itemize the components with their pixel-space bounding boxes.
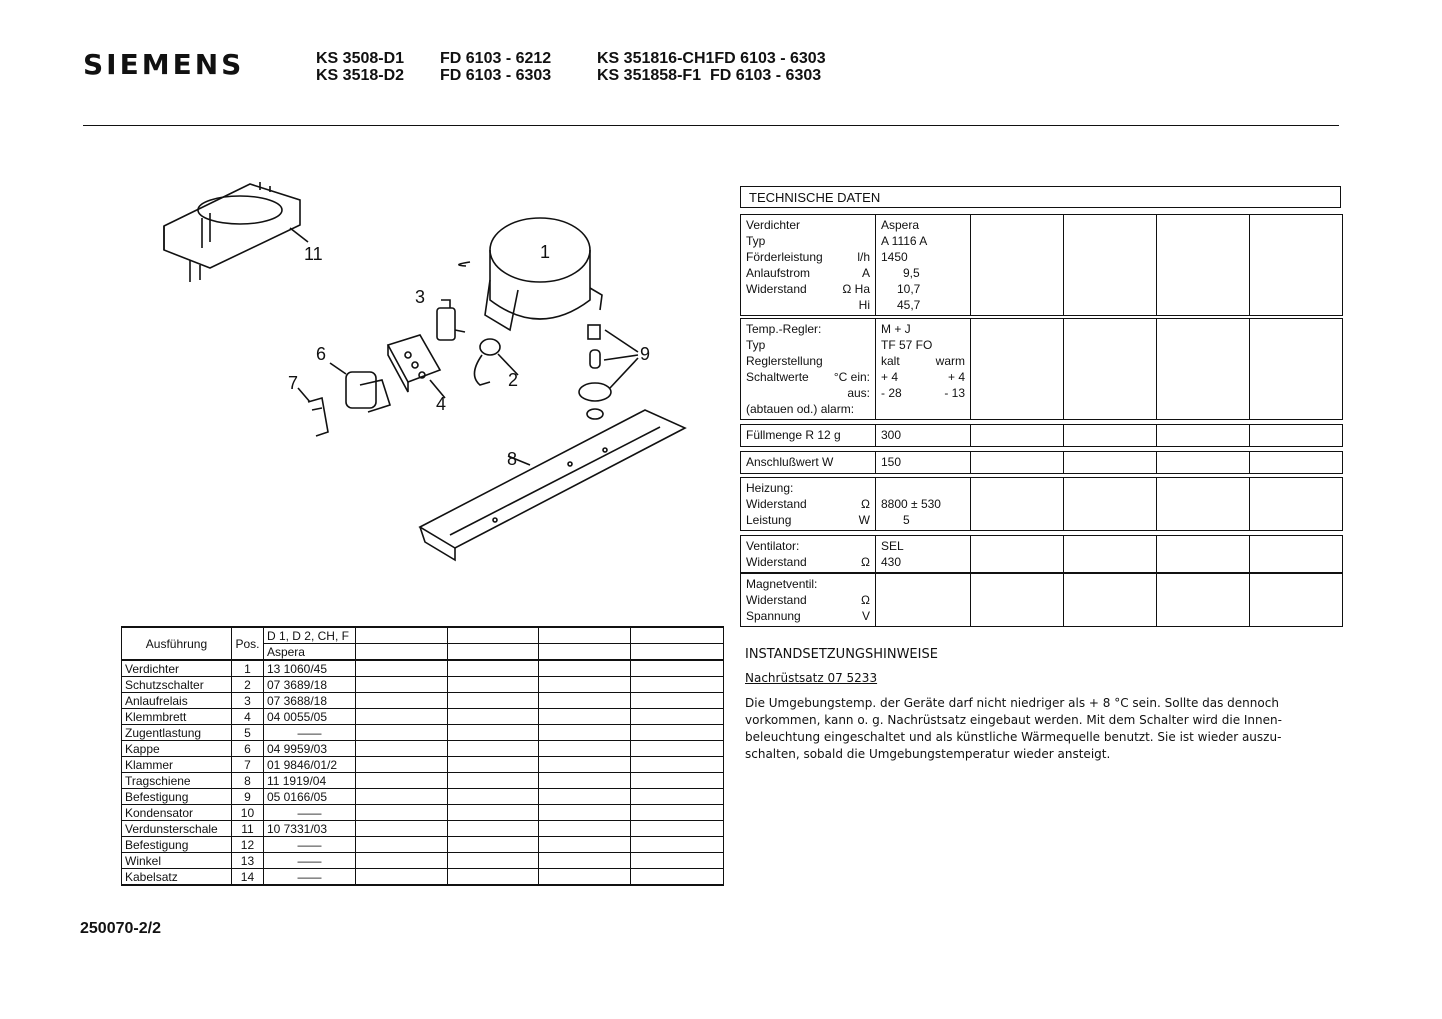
callout-7: 7	[288, 373, 299, 393]
callout-1: 1	[540, 242, 551, 262]
table-row: Verdunsterschale 11 10 7331/03	[122, 821, 724, 837]
callout-9: 9	[640, 344, 651, 364]
callout-2: 2	[508, 370, 519, 390]
part-compressor	[459, 218, 602, 330]
heizung-values: 8800 ± 530 5	[876, 478, 971, 531]
part-support-rail	[420, 410, 685, 560]
table-row: Kondensator 10 ——	[122, 805, 724, 821]
table-row: Befestigung 12 ——	[122, 837, 724, 853]
part-mounting	[579, 325, 638, 419]
table-row: Tragschiene 8 11 1919/04	[122, 773, 724, 789]
ventilator-labels: Ventilator: Widerstand Ω	[741, 536, 876, 573]
model-fd-1: FD 6103 - 6212	[440, 50, 552, 67]
part-terminal-board	[388, 335, 445, 398]
model-fd-2: FD 6103 - 6303	[440, 67, 552, 84]
header-rule	[83, 125, 1339, 126]
verdichter-values: Aspera A 1116 A 1450 9,5 10,7 45,7	[876, 215, 971, 316]
tech-block-fuellmenge: Füllmenge R 12 g 300	[740, 424, 1343, 447]
model-ks-1: KS 3508-D1	[316, 50, 405, 67]
table-row: Kappe 6 04 9959/03	[122, 741, 724, 757]
exploded-parts-diagram	[150, 170, 710, 580]
table-row: Winkel 13 ——	[122, 853, 724, 869]
table-row: Zugentlastung 5 ——	[122, 725, 724, 741]
parts-header-variant: D 1, D 2, CH, F	[263, 627, 355, 644]
table-row: Anlaufrelais 3 07 3688/18	[122, 693, 724, 709]
table-row: Kabelsatz 14 ——	[122, 869, 724, 886]
regler-labels: Temp.-Regler: Typ Reglerstellung Schaltwerte °C ein: aus: (abtauen od.) alarm:	[741, 319, 876, 420]
parts-header-maker: Aspera	[263, 644, 355, 661]
callout-3: 3	[415, 287, 426, 307]
parts-header-ausfuehrung: Ausführung	[122, 627, 232, 660]
retrofit-kit-number: Nachrüstsatz 07 5233	[745, 671, 878, 685]
callout-11: 11	[304, 244, 323, 264]
heizung-labels: Heizung: Widerstand Ω Leistung W	[741, 478, 876, 531]
tech-block-ventilator	[740, 535, 1343, 573]
instructions-heading: INSTANDSETZUNGSHINWEISE	[745, 647, 938, 662]
table-row: Klemmbrett 4 04 0055/05	[122, 709, 724, 725]
tech-block-anschluss: Anschlußwert W 150	[740, 451, 1343, 474]
table-row: Schutzschalter 2 07 3689/18	[122, 677, 724, 693]
table-row: Verdichter 1 13 1060/45	[122, 660, 724, 677]
brand-logo: SIEMENS	[83, 48, 245, 81]
part-clamp	[298, 388, 328, 436]
ventilator-values: SEL 430	[876, 536, 971, 573]
tech-block-regler	[740, 318, 1343, 420]
parts-table	[121, 626, 724, 886]
table-row: Klammer 7 01 9846/01/2	[122, 757, 724, 773]
regler-values: M + J TF 57 FO kalt warm + 4 + 4 - 28 - 13	[876, 319, 971, 420]
callout-6: 6	[316, 344, 327, 364]
verdichter-labels: Verdichter Typ Förderleistung l/h Anlaufstrom A Widerstand Ω Ha Hi	[741, 215, 876, 316]
part-cap	[330, 363, 390, 412]
instructions-text: Die Umgebungstemp. der Geräte darf nicht niedriger als + 8 °C sein. Sollte das dennoch vorkommen, kann o. g. Nachrüstsatz eingebaut werden. Mit dem Schalter wird die Innen- beleuchtung eingeschaltet und als künstliche Wärmequelle benutzt. Sie ist wieder auszu- schalten, sobald die Umgebungstemperatur wieder ansteigt.	[745, 696, 1282, 761]
callout-8: 8	[507, 449, 518, 469]
magnetventil-labels: Magnetventil: Widerstand Ω Spannung V	[741, 574, 876, 627]
part-start-relay	[437, 300, 465, 340]
model-ks-2: KS 3518-D2	[316, 67, 405, 84]
tech-data-title: TECHNISCHE DATEN	[740, 186, 1341, 208]
part-drip-tray	[164, 182, 308, 282]
document-number: 250070-2/2	[80, 920, 161, 937]
table-row: Befestigung 9 05 0166/05	[122, 789, 724, 805]
model-ks-3: KS 351816-CH1FD 6103 - 6303	[597, 50, 826, 67]
callout-4: 4	[436, 394, 447, 414]
parts-header-pos: Pos.	[231, 627, 263, 660]
tech-block-magnetventil	[740, 573, 1343, 627]
tech-block-heizung	[740, 477, 1343, 531]
model-ks-4: KS 351858-F1 FD 6103 - 6303	[597, 67, 822, 84]
tech-block-verdichter	[740, 214, 1343, 316]
